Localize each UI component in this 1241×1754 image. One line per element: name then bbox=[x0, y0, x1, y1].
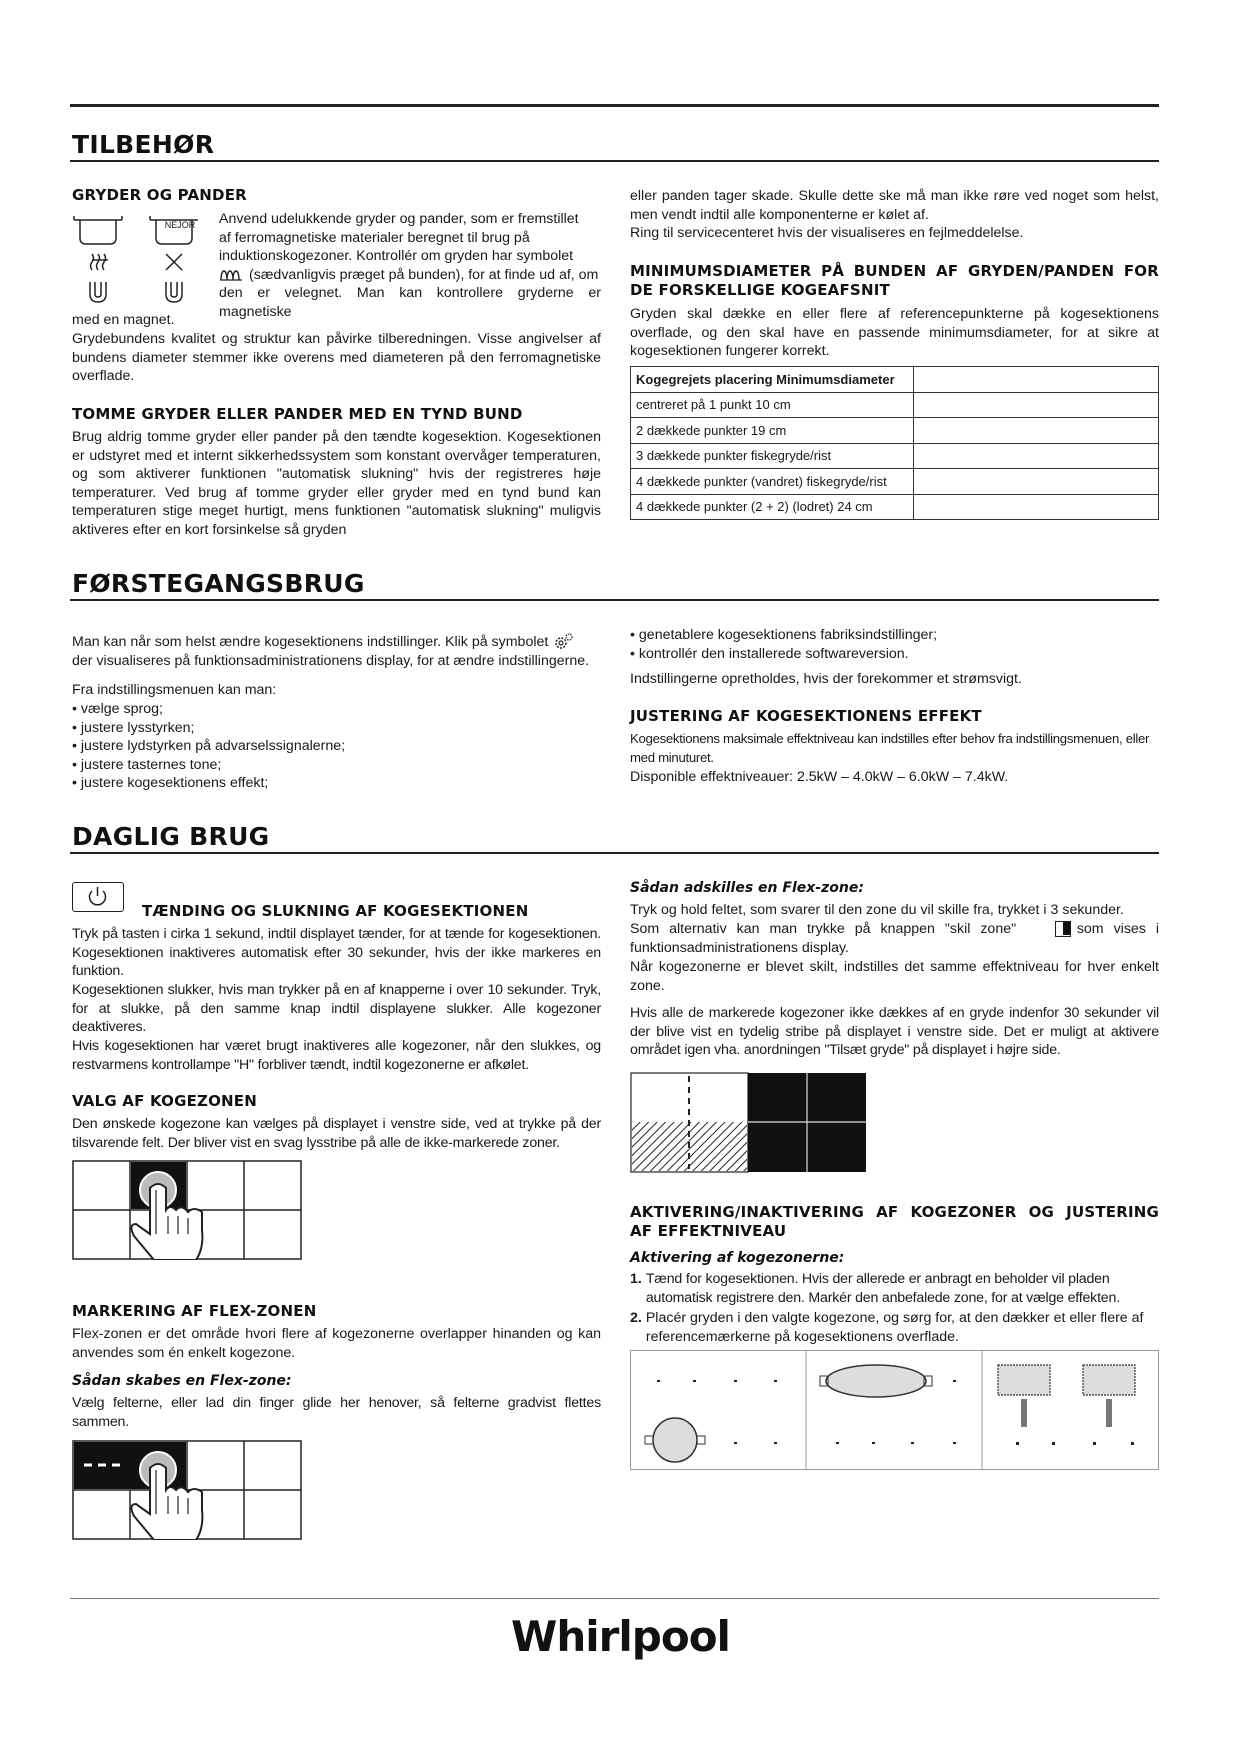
tomme-gryder-text: Brug aldrig tomme gryder eller pander på den tændte kogesektion. Kogesektionen er udstyret med et internt sikkerhedssystem som konstant overvåger temperaturen, og som aktiverer funktionen "automatisk slukning" hvis der registreres høje temperaturer. Ved brug af tomme gryder eller gryder med en tynd bund kan temperaturen stige meget hurtigt, mens funktionen "automatisk slukning" muligvis aktiveres efter en kort forsinkelse så gryden bbox=[72, 429, 601, 538]
cookware-placement-illustration bbox=[630, 1350, 1159, 1470]
coil-icon bbox=[219, 268, 245, 282]
section-rule bbox=[70, 599, 1159, 601]
settings-menu-list-right bbox=[630, 626, 937, 663]
gryder-line: den er velegnet. Man kan kontrollere gryderne er magnetiske bbox=[219, 285, 601, 320]
table-cell: 2 dækkede punkter 19 cm bbox=[631, 418, 914, 444]
flex-merge-illustration bbox=[72, 1440, 302, 1540]
step-text: Placér gryden i den valgte kogezone, og sørg for, at den dækker et eller flere af referencemærkerne på kogesektionens overflade. bbox=[645, 1310, 1144, 1345]
top-rule bbox=[70, 104, 1159, 107]
heading-tomme-gryder: TOMME GRYDER ELLER PANDER MED EN TYND BUND bbox=[72, 405, 523, 423]
power-icon bbox=[73, 883, 122, 910]
steps-list bbox=[630, 1270, 1159, 1346]
taending-text-2: Kogesektionen slukker, hvis man trykker på en af knapperne i over 10 sekunder. Tryk, for at slukke, på den samme knap indtil displayene slukker. Alle kogezoner deaktiveres. bbox=[72, 982, 601, 1035]
menu-intro: Fra indstillingsmenuen kan man: bbox=[72, 682, 277, 698]
adskil-line-3: funktionsadministrationens display. bbox=[630, 940, 849, 956]
heading-minimumsdiameter: MINIMUMSDIAMETER PÅ BUNDEN AF GRYDEN/PANDEN FOR DE FORSKELLIGE KOGEAFSNIT bbox=[630, 262, 1159, 299]
heading-adskilles: Sådan adskilles en Flex-zone: bbox=[630, 880, 864, 896]
list-item: • justere kogesektionens effekt; bbox=[72, 775, 269, 791]
table-row bbox=[631, 494, 1159, 520]
table-cell: 4 dækkede punkter (2 + 2) (lodret) 24 cm bbox=[631, 494, 914, 520]
table-cell: 4 dækkede punkter (vandret) fiskegryde/rist bbox=[631, 469, 914, 495]
service-note: Ring til servicecenteret hvis der visualiseres en fejlmeddelelse. bbox=[630, 225, 1024, 241]
heading-valg-af-kogezonen: VALG AF KOGEZONEN bbox=[72, 1092, 258, 1110]
step-text: Tænd for kogesektionen. Hvis der allerede er anbragt en beholder vil pladen automatisk registrere den. Markér den anbefalede zone, for at vælge effekten. bbox=[645, 1271, 1120, 1306]
settings-menu-list bbox=[72, 700, 345, 793]
display-stripe-illustration bbox=[630, 1072, 867, 1173]
adskil-text: Som alternativ kan man trykke på knappen "skil zone" bbox=[630, 921, 1017, 937]
valg-text: Den ønskede kogezone kan vælges på displayet i venstre side, ved at trykke på der tilsvarende felt. Der bliver vist en svag lysstribe på alle de ikke-markerede zoner. bbox=[72, 1116, 601, 1151]
gryder-paragraph-2: Grydebundens kvalitet og struktur kan påvirke tilberedningen. Visse angivelser af bundens diameter stemmer ikke overens med diameteren på den ferromagnetiske overflade. bbox=[72, 331, 601, 384]
right-continuation-text: eller panden tager skade. Skulle dette ske må man ikke røre ved noget som helst, men vendt indtil alle komponenterne er kølet af. bbox=[630, 188, 1159, 223]
forste-intro bbox=[72, 633, 612, 670]
settings-retained-note: Indstillingerne opretholdes, hvis der forekommer et strømsvigt. bbox=[630, 671, 1022, 687]
heading-markering-flex: MARKERING AF FLEX-ZONEN bbox=[72, 1302, 317, 1320]
table-header-cell: Kogegrejets placering Minimumsdiameter bbox=[631, 367, 914, 393]
list-item: • justere lysstyrken; bbox=[72, 719, 195, 736]
list-item bbox=[630, 1309, 1159, 1346]
heading-aktivering: AKTIVERING/INAKTIVERING AF KOGEZONER OG JUSTERING AF EFFEKTNIVEAU bbox=[630, 1203, 1159, 1240]
whirlpool-logo: Whirlpool bbox=[511, 1612, 730, 1661]
section-rule bbox=[70, 852, 1159, 854]
gryder-text-after: med en magnet. bbox=[72, 312, 175, 328]
heading-gryder-og-pander: GRYDER OG PANDER bbox=[72, 186, 247, 204]
table-row bbox=[631, 392, 1159, 418]
taending-text-1: Tryk på tasten i cirka 1 sekund, indtil displayet tænder, for at tænde for kogesektionen. Kogesektionen inaktiveres automatisk efter 30 sekunder, hvis der ikke markeres en funktion. bbox=[72, 926, 601, 979]
list-item: • justere tasternes tone; bbox=[72, 756, 222, 773]
list-item: • justere lydstyrken på advarselssignalerne; bbox=[72, 738, 346, 754]
table-cell: 3 dækkede punkter fiskegryde/rist bbox=[631, 443, 914, 469]
adskil-line-1: Tryk og hold feltet, som svarer til den zone du vil skille fra, trykket i 3 sekunder. bbox=[630, 902, 1124, 918]
pot-icons bbox=[72, 208, 212, 308]
split-zone-icon[interactable] bbox=[1055, 921, 1071, 937]
table-cell bbox=[914, 392, 1159, 418]
gryder-line: Anvend udelukkende gryder og pander, som er fremstillet bbox=[219, 211, 579, 227]
section-title-forstegangsbrug: FØRSTEGANGSBRUG bbox=[72, 569, 365, 598]
heading-aktivering-sub: Aktivering af kogezonerne: bbox=[630, 1250, 845, 1266]
table-cell bbox=[914, 469, 1159, 495]
gryder-line: af ferromagnetiske materialer beregnet til brug på bbox=[219, 229, 530, 246]
adskil-paragraph-3: Hvis alle de markerede kogezoner ikke dækkes af en gryde indenfor 30 sekunder vil der blive vist en tydelig stribe på displayet i venstre side. Det er muligt at aktivere området igen vha. anordningen "Tilsæt gryde" på displayet i højre side. bbox=[630, 1005, 1159, 1058]
list-item: • vælge sprog; bbox=[72, 701, 163, 717]
skabes-text: Vælg felterne, eller lad din finger glide her henover, så felterne gradvist flettes sammen. bbox=[72, 1395, 601, 1430]
table-row bbox=[631, 418, 1159, 444]
heading-skabes: Sådan skabes en Flex-zone: bbox=[72, 1373, 292, 1389]
power-button[interactable] bbox=[72, 882, 124, 912]
footer-rule bbox=[70, 1598, 1159, 1599]
settings-gear-icon bbox=[552, 633, 574, 651]
gryder-line: induktionskogezoner. Kontrollér om gryden har symbolet bbox=[219, 248, 574, 264]
table-cell bbox=[914, 443, 1159, 469]
power-levels: Disponible effektniveauer: 2.5kW – 4.0kW – 6.0kW – 7.4kW. bbox=[630, 769, 1009, 785]
gryder-line: (sædvanligvis præget på bunden), for at finde ud af, om bbox=[249, 266, 599, 283]
markering-text: Flex-zonen er det område hvori flere af kogezonerne overlapper hinanden og kan anvendes som én enkelt kogezone. bbox=[72, 1326, 601, 1361]
table-row bbox=[631, 469, 1159, 495]
gryder-text-wrapped bbox=[219, 210, 601, 321]
list-item: • kontrollér den installerede softwareversion. bbox=[630, 645, 909, 662]
diameter-table bbox=[630, 366, 1159, 520]
list-item: • genetablere kogesektionens fabriksindstillinger; bbox=[630, 627, 938, 643]
minimumsdiameter-text: Gryden skal dække en eller flere af referencepunkterne på kogesektionens overflade, og den skal have en passende minimumsdiameter, for at sikre at kogesektionen fungerer korrekt. bbox=[630, 306, 1159, 359]
table-header-row bbox=[631, 367, 1159, 393]
step-number: 1. bbox=[630, 1271, 642, 1287]
intro-line: Man kan når som helst ændre kogesektionens indstillinger. Klik på symbolet bbox=[72, 634, 549, 650]
section-title-daglig-brug: DAGLIG BRUG bbox=[72, 822, 270, 851]
nejor-label: NEJOR bbox=[164, 220, 196, 230]
step-number: 2. bbox=[630, 1310, 642, 1326]
table-cell bbox=[914, 418, 1159, 444]
section-title-tilbehor: TILBEHØR bbox=[72, 130, 215, 159]
heading-justering: JUSTERING AF KOGESEKTIONENS EFFEKT bbox=[630, 707, 982, 725]
zone-select-illustration bbox=[72, 1160, 302, 1260]
intro-line: der visualiseres på funktionsadministrationens display, for at ændre indstillingerne. bbox=[72, 652, 590, 669]
list-item bbox=[630, 1270, 1159, 1307]
adskil-paragraph-2: Når kogezonerne er blevet skilt, indstilles det samme effektniveau for hver enkelt zone. bbox=[630, 959, 1159, 994]
heading-taending: TÆNDING OG SLUKNING AF KOGESEKTIONEN bbox=[142, 902, 529, 920]
adskil-line-2 bbox=[630, 920, 1159, 939]
adskil-text: som vises i bbox=[1076, 921, 1159, 937]
table-cell bbox=[914, 494, 1159, 520]
table-row bbox=[631, 443, 1159, 469]
taending-text-3: Hvis kogesektionen har været brugt inaktiveres alle kogezoner, når den slukkes, og restvarmens kontrollampe "H" forbliver tændt, indtil kogezonerne er afkølet. bbox=[72, 1038, 601, 1073]
table-cell bbox=[914, 367, 1159, 393]
justering-text: Kogesektionens maksimale effektniveau kan indstilles efter behov fra indstillingsmenuen, eller med minuturet. bbox=[630, 731, 1150, 765]
table-cell: centreret på 1 punkt 10 cm bbox=[631, 392, 914, 418]
section-rule bbox=[70, 160, 1159, 162]
